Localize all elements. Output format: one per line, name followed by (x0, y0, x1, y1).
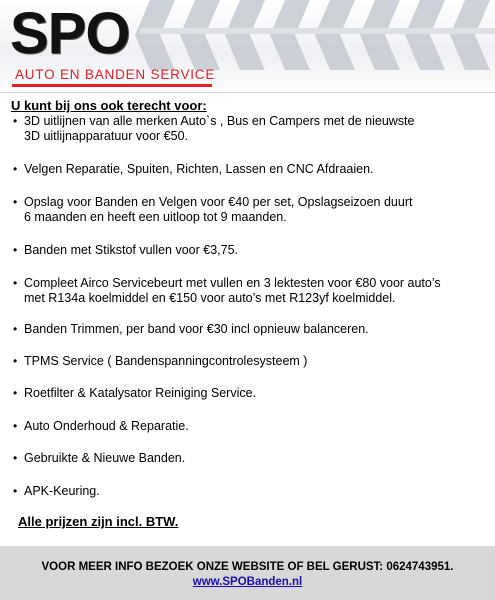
bullet-icon: • (13, 419, 18, 433)
service-item-airco (13, 276, 441, 305)
footer-info-text: VOOR MEER INFO BEZOEK ONZE WEBSITE OF BEL GERUST: 0624743951. (41, 561, 454, 573)
logo-subtitle: AUTO EN BANDEN SERVICE (15, 67, 216, 82)
bullet-icon: • (13, 162, 18, 176)
service-item-storage (13, 195, 412, 224)
service-item-line: Gebruikte & Nieuwe Banden. (24, 451, 186, 465)
service-item-line: APK-Keuring. (24, 484, 100, 498)
service-item-line: Compleet Airco Servicebeurt met vullen en 3 lektesten voor €80 voor auto’s (24, 276, 441, 290)
service-item-tpms (13, 354, 307, 369)
service-item-rims (13, 162, 374, 177)
bullet-icon: • (13, 386, 18, 400)
service-item-line: Velgen Reparatie, Spuiten, Richten, Lassen en CNC Afdraaien. (24, 162, 374, 176)
service-item-line: Opslag voor Banden en Velgen voor €40 per set, Opslagseizoen duurt (24, 195, 413, 209)
service-item-line: met R134a koelmiddel en €150 voor auto’s met R123yf koelmiddel. (24, 290, 396, 305)
header-banner (0, 0, 495, 93)
header-divider (0, 92, 495, 93)
service-item-tires (13, 451, 185, 466)
service-item-nitrogen (13, 243, 238, 258)
service-item-line: Banden met Stikstof vullen voor €3,75. (24, 243, 239, 257)
service-item-line: 3D uitlijnen van alle merken Auto`s , Bus en Campers met de nieuwste (24, 114, 415, 128)
vat-note: Alle prijzen zijn incl. BTW. (18, 514, 179, 529)
bullet-icon: • (13, 243, 18, 257)
service-item-trimming (13, 322, 369, 337)
logo-accent-bar (12, 84, 212, 87)
service-item-line: 3D uitlijnapparatuur voor €50. (24, 128, 188, 143)
bullet-icon: • (13, 114, 18, 128)
service-item-dpf (13, 386, 256, 401)
service-item-line: Banden Trimmen, per band voor €30 incl opnieuw balanceren. (24, 322, 369, 336)
service-item-line: Auto Onderhoud & Reparatie. (24, 419, 189, 433)
services-intro-heading: U kunt bij ons ook terecht voor: (11, 98, 207, 113)
service-item-apk (13, 484, 100, 499)
service-item-line: TPMS Service ( Bandenspanningcontrolesysteem ) (24, 354, 308, 368)
service-item-maintenance (13, 419, 189, 434)
logo-text: SPO (10, 1, 130, 66)
service-item-line: Roetfilter & Katalysator Reiniging Service. (24, 386, 257, 400)
bullet-icon: • (13, 451, 18, 465)
service-item-line: 6 maanden en heeft een uitloop tot 9 maanden. (24, 209, 287, 224)
website-link[interactable]: www.SPOBanden.nl (192, 576, 303, 588)
bullet-icon: • (13, 276, 18, 290)
service-item-alignment (13, 114, 414, 143)
bullet-icon: • (13, 354, 18, 368)
bullet-icon: • (13, 484, 18, 498)
footer-bar (0, 546, 495, 600)
bullet-icon: • (13, 195, 18, 209)
bullet-icon: • (13, 322, 18, 336)
